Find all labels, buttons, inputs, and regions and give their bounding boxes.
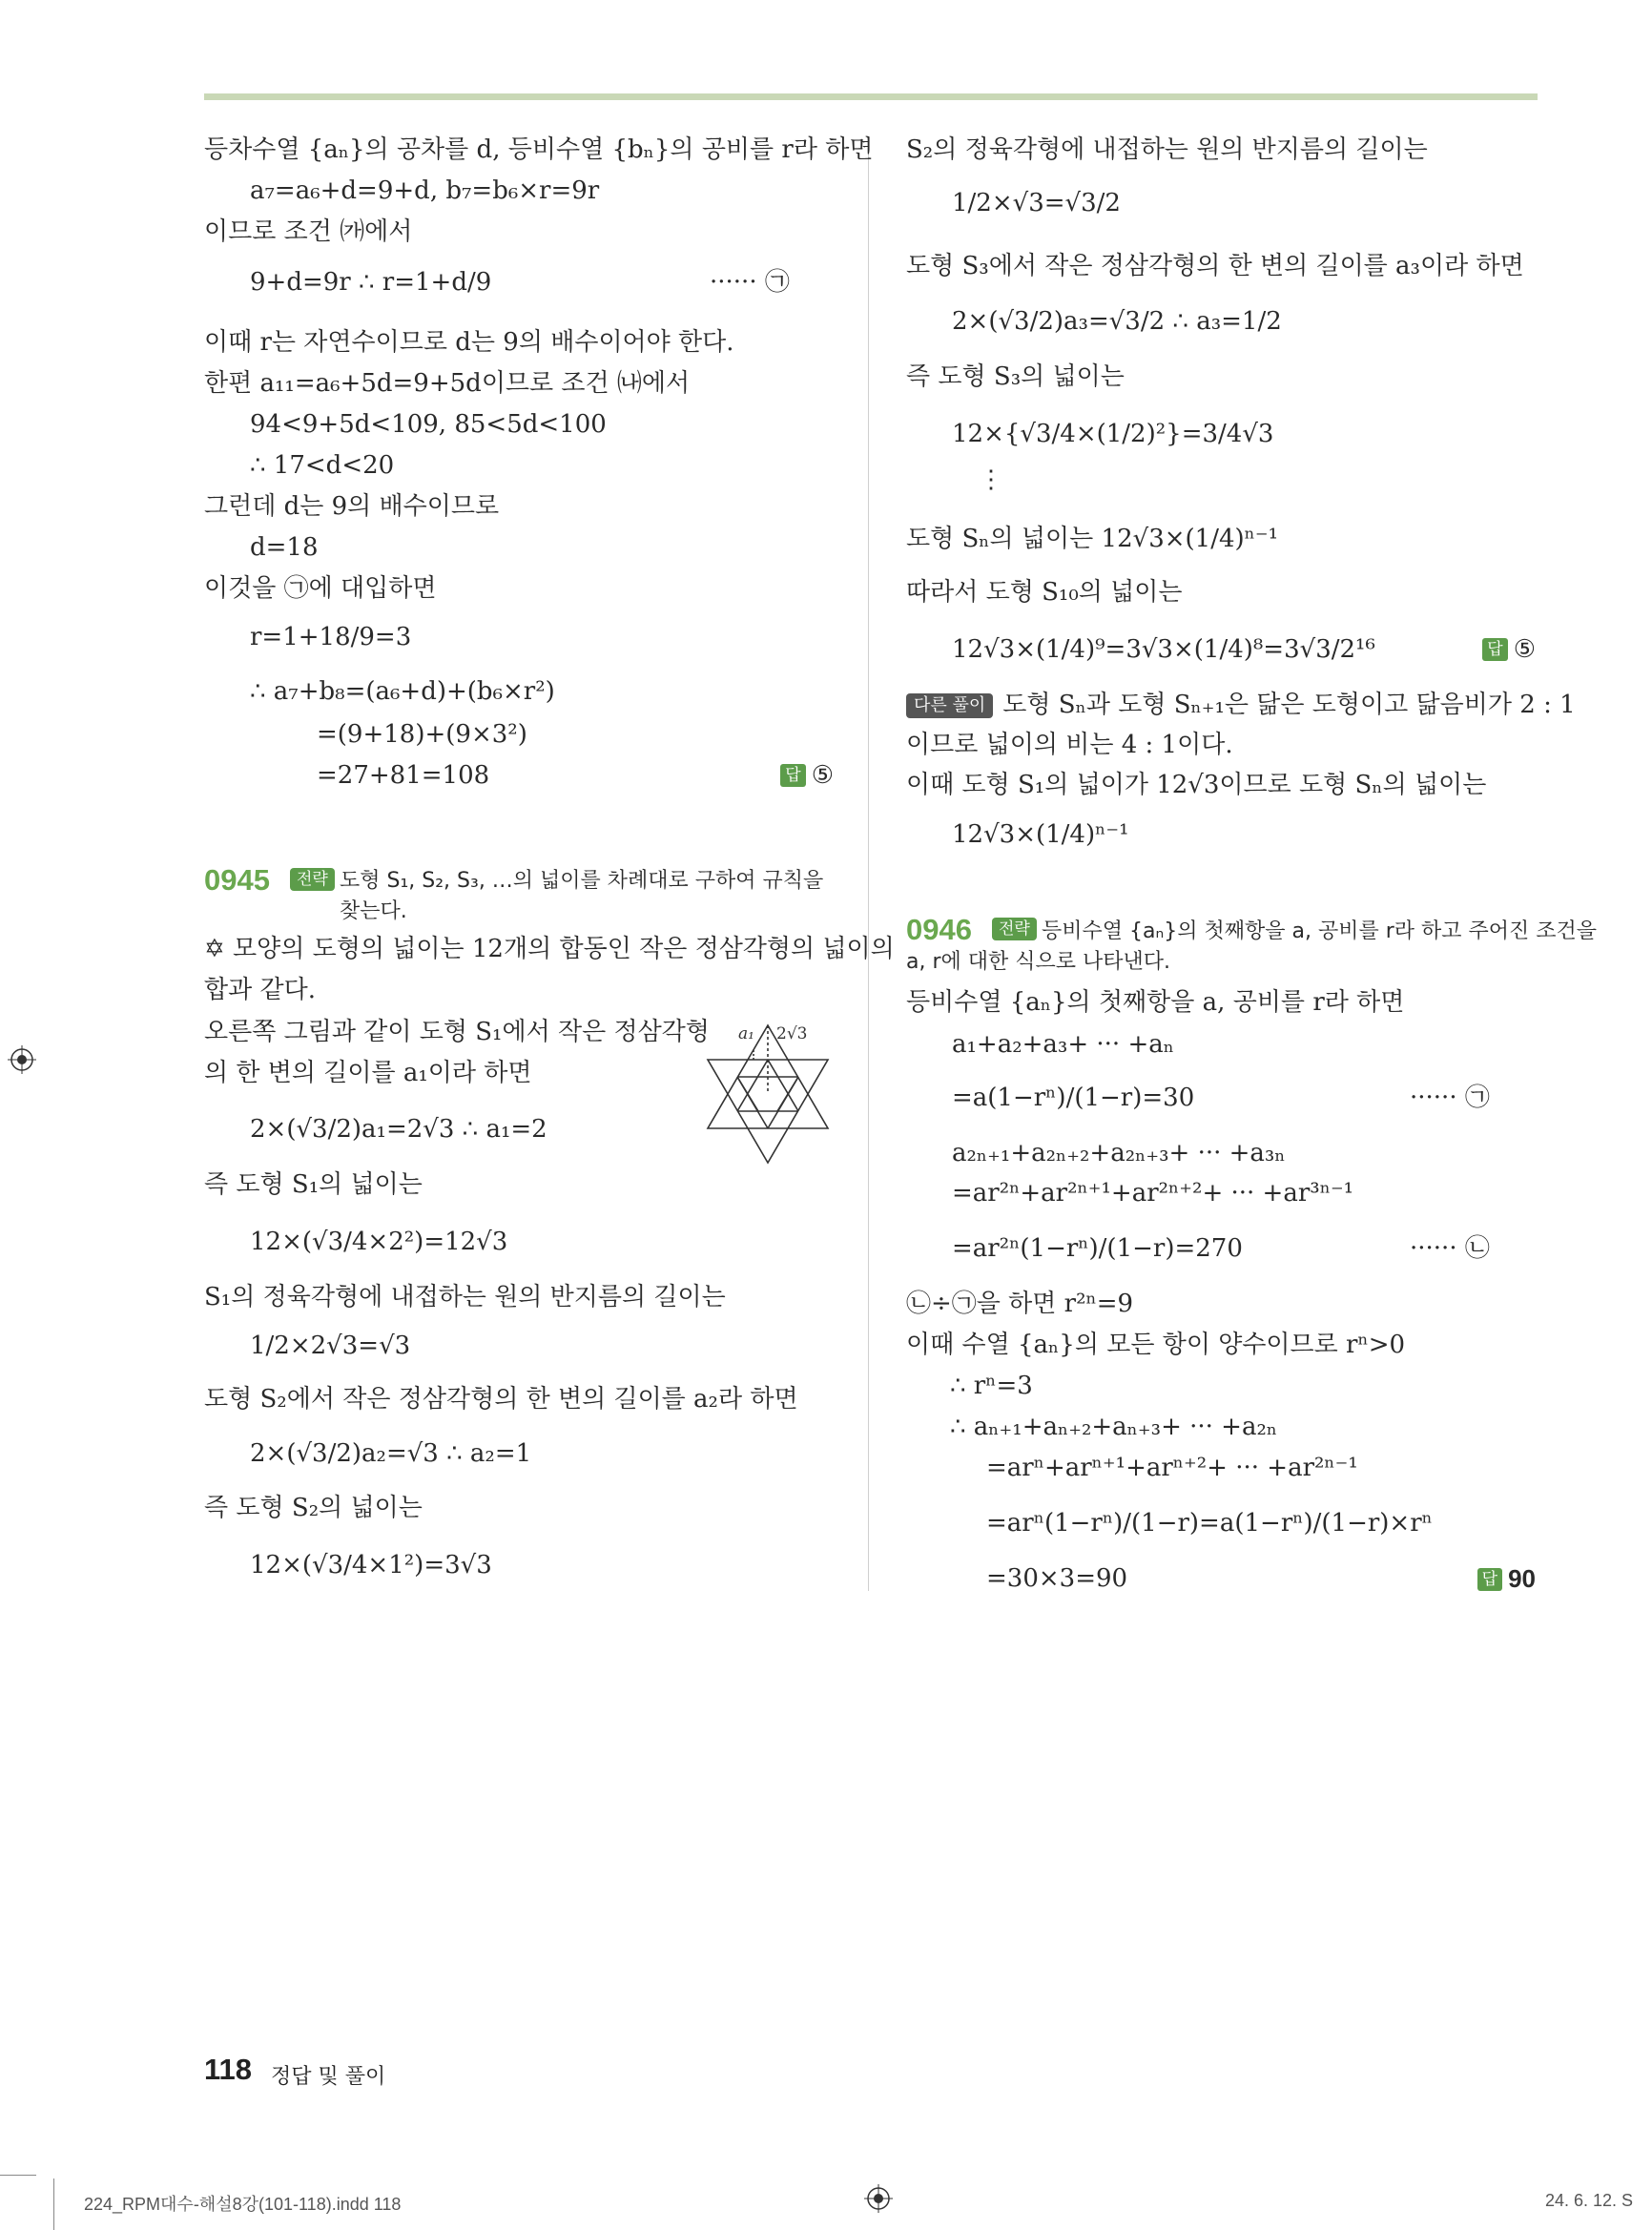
text-line: 이때 r는 자연수이므로 d는 9의 배수이어야 한다. xyxy=(204,328,734,357)
text-line: 도형 S₂에서 작은 정삼각형의 한 변의 길이를 a₂라 하면 xyxy=(204,1385,798,1414)
alt-solution-line xyxy=(906,689,1576,721)
math-line: 2×(√3/2)a₁=2√3 ∴ a₁=2 xyxy=(250,1115,547,1144)
answer-line xyxy=(1477,1562,1536,1596)
top-rule xyxy=(204,93,1538,100)
text-line: 도형 S₃에서 작은 정삼각형의 한 변의 길이를 a₃이라 하면 xyxy=(906,252,1524,280)
answer-badge: 답 xyxy=(780,764,805,787)
math-line: 12√3×(1/4)ⁿ⁻¹ xyxy=(952,820,1129,849)
star-figure xyxy=(696,1016,839,1187)
answer-line xyxy=(1482,633,1536,666)
math-line: a₁+a₂+a₃+ ··· +aₙ xyxy=(952,1030,1174,1059)
math-line: ∴ a₇+b₈=(a₆+d)+(b₆×r²) xyxy=(250,677,555,706)
text-line: S₂의 정육각형에 내접하는 원의 반지름의 길이는 xyxy=(906,135,1428,164)
math-line: 12×{√3/4×(1/2)²}=3/4√3 xyxy=(952,420,1274,448)
text-line: 이때 수열 {aₙ}의 모든 항이 양수이므로 rⁿ>0 xyxy=(906,1331,1406,1359)
text-line: 이므로 조건 ㈎에서 xyxy=(204,217,413,246)
text-line: 즉 도형 S₃의 넓이는 xyxy=(906,362,1125,391)
print-filename: 224_RPM대수-해설8강(101-118).indd 118 xyxy=(84,2195,402,2214)
math-line: =ar²ⁿ(1−rⁿ)/(1−r)=270 xyxy=(952,1234,1243,1263)
section-title: 정답 및 풀이 xyxy=(271,2065,386,2089)
figure-label-a: a₁ xyxy=(738,1024,754,1043)
math-line: =arⁿ+arⁿ⁺¹+arⁿ⁺²+ ··· +ar²ⁿ⁻¹ xyxy=(986,1454,1358,1482)
alt-solution-badge: 다른 풀이 xyxy=(906,693,993,718)
text-line: 즉 도형 S₂의 넓이는 xyxy=(204,1494,423,1522)
math-line: r=1+18/9=3 xyxy=(250,623,412,651)
ellipsis-line: ⋮ xyxy=(979,465,1003,494)
math-line: ∴ aₙ₊₁+aₙ₊₂+aₙ₊₃+ ··· +a₂ₙ xyxy=(950,1413,1278,1441)
print-date: 24. 6. 12. S xyxy=(1545,2191,1634,2210)
registration-mark-icon xyxy=(864,2184,893,2213)
text-line: 도형 Sₙ의 넓이는 12√3×(1/4)ⁿ⁻¹ xyxy=(906,525,1279,553)
alt-text: 도형 Sₙ과 도형 Sₙ₊₁은 닮은 도형이고 닮음비가 2 : 1 xyxy=(1002,691,1576,719)
math-line: ∴ rⁿ=3 xyxy=(950,1372,1033,1400)
strategy-badge: 전략 xyxy=(290,868,335,891)
text-line: 그런데 d는 9의 배수이므로 xyxy=(204,492,500,521)
math-line: 2×(√3/2)a₂=√3 ∴ a₂=1 xyxy=(250,1439,532,1468)
text-line: ✡ 모양의 도형의 넓이는 12개의 합동인 작은 정삼각형의 넓이의 xyxy=(204,935,895,963)
math-line: 12√3×(1/4)⁹=3√3×(1/4)⁸=3√3/2¹⁶ xyxy=(952,635,1375,664)
math-line: d=18 xyxy=(250,533,319,562)
column-divider xyxy=(868,141,869,1591)
equation-ref-a: ······ ㉠ xyxy=(710,268,790,297)
problem-number: 0945 xyxy=(204,863,270,897)
math-line: =ar²ⁿ+ar²ⁿ⁺¹+ar²ⁿ⁺²+ ··· +ar³ⁿ⁻¹ xyxy=(952,1179,1354,1208)
answer-badge: 답 xyxy=(1477,1568,1502,1591)
text-line: S₁의 정육각형에 내접하는 원의 반지름의 길이는 xyxy=(204,1283,726,1311)
math-line: 1/2×√3=√3/2 xyxy=(952,189,1121,217)
figure-label-side: 2√3 xyxy=(776,1024,808,1043)
text-line: 따라서 도형 S₁₀의 넓이는 xyxy=(906,578,1183,607)
answer-badge: 답 xyxy=(1482,638,1507,661)
math-line: ∴ 17<d<20 xyxy=(250,451,395,480)
registration-mark-icon xyxy=(8,1045,36,1074)
answer-value: ⑤ xyxy=(1513,635,1536,664)
math-line: 94<9+5d<109, 85<5d<100 xyxy=(250,410,607,439)
math-line: =(9+18)+(9×3²) xyxy=(317,720,527,749)
math-line: =27+81=108 xyxy=(317,761,490,790)
math-line: 9+d=9r ∴ r=1+d/9 xyxy=(250,268,492,297)
math-line: 1/2×2√3=√3 xyxy=(250,1332,411,1360)
text-line: 오른쪽 그림과 같이 도형 S₁에서 작은 정삼각형 xyxy=(204,1018,710,1046)
text-line: ㉡÷㉠을 하면 r²ⁿ=9 xyxy=(906,1290,1134,1318)
text-line: 이므로 넓이의 비는 4 : 1이다. xyxy=(906,731,1233,759)
text-line: 의 한 변의 길이를 a₁이라 하면 xyxy=(204,1059,532,1087)
strategy-text: 등비수열 {aₙ}의 첫째항을 a, 공비를 r라 하고 주어진 조건을 xyxy=(1042,919,1597,943)
text-line: 이때 도형 S₁의 넓이가 12√3이므로 도형 Sₙ의 넓이는 xyxy=(906,771,1487,799)
equation-ref-a: ······ ㉠ xyxy=(1410,1084,1490,1112)
math-line: a₂ₙ₊₁+a₂ₙ₊₂+a₂ₙ₊₃+ ··· +a₃ₙ xyxy=(952,1139,1286,1167)
strategy-text: 도형 S₁, S₂, S₃, …의 넓이를 차례대로 구하여 규칙을 찾는다. xyxy=(340,869,824,923)
problem-number: 0946 xyxy=(906,913,972,946)
answer-value: ⑤ xyxy=(811,761,834,790)
math-line: =arⁿ(1−rⁿ)/(1−r)=a(1−rⁿ)/(1−r)×rⁿ xyxy=(986,1509,1433,1538)
page-number: 118 xyxy=(204,2053,253,2086)
math-line: 2×(√3/2)a₃=√3/2 ∴ a₃=1/2 xyxy=(952,307,1282,336)
text-line: 등비수열 {aₙ}의 첫째항을 a, 공비를 r라 하면 xyxy=(906,988,1405,1017)
text-line: 즉 도형 S₁의 넓이는 xyxy=(204,1170,423,1199)
math-line: 12×(√3/4×1²)=3√3 xyxy=(250,1551,492,1580)
math-line: =30×3=90 xyxy=(986,1564,1128,1593)
strategy-badge: 전략 xyxy=(992,918,1037,940)
text-line: 이것을 ㉠에 대입하면 xyxy=(204,574,437,603)
crop-mark xyxy=(53,2178,54,2230)
math-line: =a(1−rⁿ)/(1−r)=30 xyxy=(952,1084,1195,1112)
answer-line xyxy=(780,759,834,792)
strategy-text: a, r에 대한 식으로 나타낸다. xyxy=(906,950,1171,974)
answer-value: 90 xyxy=(1508,1564,1536,1593)
math-line: a₇=a₆+d=9+d, b₇=b₆×r=9r xyxy=(250,176,600,205)
text-line: 한편 a₁₁=a₆+5d=9+5d이므로 조건 ㈏에서 xyxy=(204,369,691,398)
math-line: 12×(√3/4×2²)=12√3 xyxy=(250,1228,508,1256)
equation-ref-b: ······ ㉡ xyxy=(1410,1234,1490,1263)
crop-mark xyxy=(0,2175,36,2176)
text-line: 합과 같다. xyxy=(204,976,316,1004)
text-line: 등차수열 {aₙ}의 공차를 d, 등비수열 {bₙ}의 공비를 r라 하면 xyxy=(204,135,874,164)
